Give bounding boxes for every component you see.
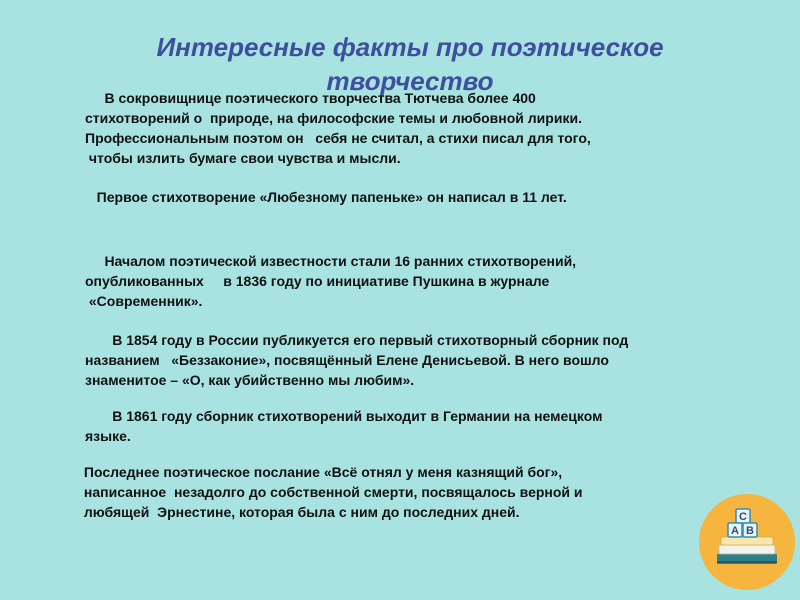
title-line-1: Интересные факты про поэтическое <box>156 32 664 62</box>
letter-c: C <box>739 511 747 523</box>
paragraph-treasury: В сокровищнице поэтического творчества Тютчева более 400 стихотворений о природе, на философские темы и любовной лирики. Профессиональным поэтом он себя не считал, а стихи писал для того, чтобы излить бумаге свои чувства и мысли. <box>85 90 591 166</box>
book-middle <box>719 545 775 554</box>
paragraph-fame: Началом поэтической известности стали 16 ранних стихотворений, опубликованных в 1836 году по инициативе Пушкина в журнале «Современник». <box>85 253 577 309</box>
title-line-2: творчество <box>326 66 494 96</box>
paragraph-1854-collection: В 1854 году в России публикуется его первый стихотворный сборник под названием «Беззаконие», посвящённый Елене Денисьевой. В него вошло знаменитое – «О, как убийственно мы любим». <box>85 332 629 388</box>
books-abc-icon <box>697 492 797 592</box>
paragraph-first-poem: Первое стихотворение «Любезному папеньке» он написал в 11 лет. <box>85 189 567 205</box>
book-top <box>721 537 773 545</box>
letter-b: B <box>746 525 754 537</box>
letter-a: A <box>731 525 739 537</box>
paragraph-1861-germany: В 1861 году сборник стихотворений выходит в Германии на немецком языке. <box>85 408 603 444</box>
paragraph-last-poem: Последнее поэтическое послание «Всё отнял у меня казнящий бог», написанное незадолго до собственной смерти, посвящалось верной и любящей Эрнестине, которая была с ним до последних дней. <box>83 464 583 520</box>
